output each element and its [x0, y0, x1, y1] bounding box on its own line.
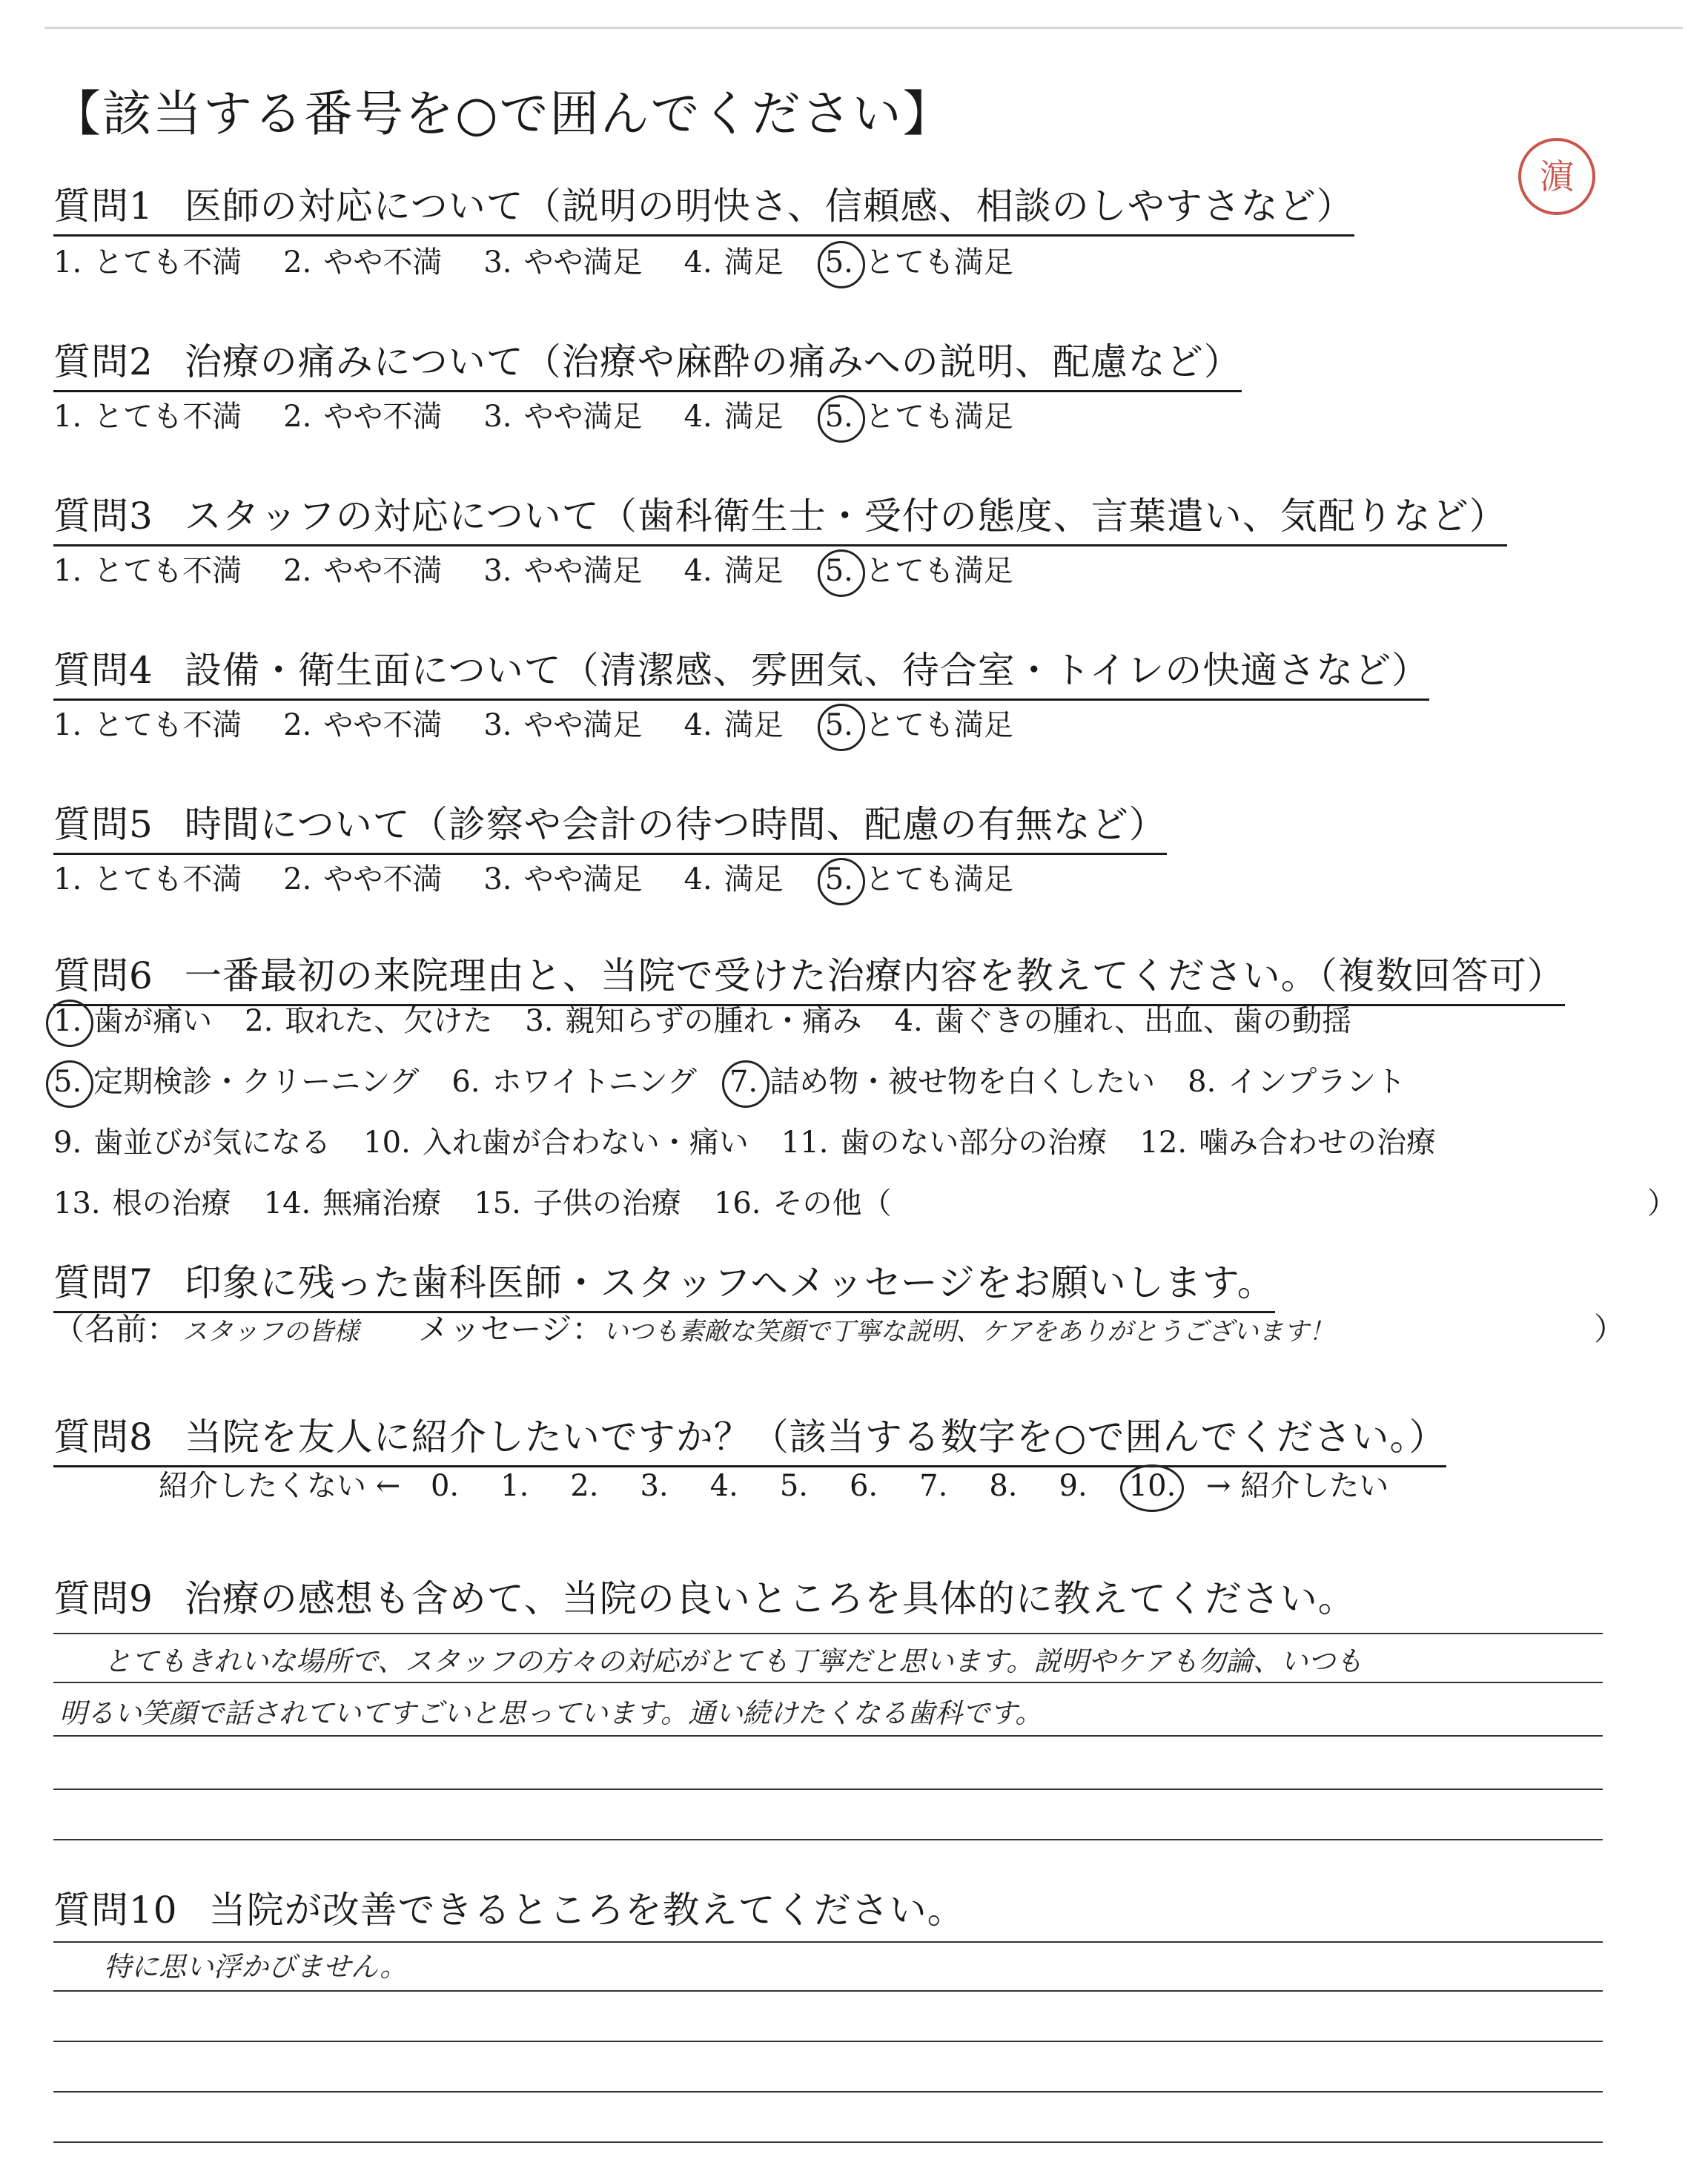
q3-option-1[interactable] — [53, 547, 242, 589]
q5-option-1[interactable] — [53, 856, 242, 898]
q5-option-1-number: 1. — [53, 862, 82, 896]
q6-option-16-number: 16. — [713, 1186, 761, 1221]
q8-right-label: → 紹介したい — [1206, 1469, 1389, 1503]
q6-option-15-number: 15. — [474, 1186, 521, 1221]
q1-option-3[interactable] — [483, 239, 642, 281]
q8-scale-2[interactable]: 2. — [570, 1469, 599, 1503]
q1-option-5-label: とても満足 — [864, 245, 1013, 280]
q10-heading: 質問10 当院が改善できるところを教えてください。 — [53, 1889, 965, 1932]
q6-row-3 — [53, 1119, 1469, 1180]
q6-option-3-number: 3. — [525, 1004, 554, 1038]
q4-option-2[interactable] — [283, 701, 442, 744]
q7-name-label: （名前： — [53, 1311, 179, 1347]
q9-answer-line-1[interactable]: とてもきれいな場所で、スタッフの方々の対応がとても丁寧だと思います。説明やケアも勿論、いつも — [104, 1645, 1363, 1677]
q4-option-3-number: 3. — [483, 708, 512, 742]
q6-option-13[interactable] — [53, 1180, 231, 1222]
q8-scale-8[interactable]: 8. — [989, 1469, 1018, 1503]
q2-heading: 質問2 治療の痛みについて（治療や麻酔の痛みへの説明、配慮など） — [53, 332, 1242, 392]
q2-option-3[interactable] — [483, 393, 642, 435]
q2-option-3-number: 3. — [483, 400, 512, 434]
q8-scale-10[interactable]: 10. — [1128, 1469, 1176, 1503]
q4-option-1-label: とても不満 — [93, 708, 242, 742]
q3-option-4-label: 満足 — [724, 554, 784, 588]
q6-option-13-number: 13. — [53, 1186, 101, 1221]
q9-rule-2 — [53, 1682, 1603, 1683]
q4-heading: 質問4 設備・衛生面について（清潔感、雰囲気、待合室・トイレの快適さなど） — [53, 641, 1429, 701]
q2-option-4-label: 満足 — [724, 400, 784, 434]
q5-option-5-label: とても満足 — [864, 862, 1013, 896]
q8-left-label: 紹介したくない ← — [159, 1469, 401, 1503]
q3-option-3-label: やや満足 — [523, 554, 643, 588]
page-title: 【該当する番号を○で囲んでください】 — [52, 85, 953, 142]
q3-option-5-number: 5. — [824, 554, 853, 588]
q6-option-14[interactable] — [264, 1180, 442, 1222]
q6-option-9[interactable] — [53, 1119, 331, 1161]
q8-scale-9[interactable]: 9. — [1059, 1469, 1088, 1503]
q2-option-4[interactable] — [684, 393, 784, 435]
q1-option-1[interactable] — [53, 239, 242, 281]
q5-option-2-number: 2. — [283, 862, 312, 896]
q6-option-3[interactable] — [525, 997, 861, 1040]
q6-option-5-number: 5. — [53, 1065, 82, 1099]
q4-option-2-label: やや不満 — [323, 708, 443, 742]
q1-option-4[interactable] — [684, 239, 784, 281]
q2-option-1[interactable] — [53, 393, 242, 435]
q8-scale-4[interactable]: 4. — [709, 1469, 738, 1503]
q5-option-3-number: 3. — [483, 862, 512, 896]
q3-option-5[interactable] — [825, 547, 1013, 589]
q2-choices[interactable] — [53, 393, 1055, 435]
q6-option-2-label: 取れた、欠けた — [285, 1004, 493, 1038]
q1-choices[interactable] — [53, 239, 1055, 281]
q4-option-3[interactable] — [483, 701, 642, 744]
q9-rule-5 — [53, 1839, 1603, 1840]
q4-option-2-number: 2. — [283, 708, 312, 742]
q6-option-3-label: 親知らずの腫れ・痛み — [565, 1004, 862, 1038]
q6-option-9-label: 歯並びが気になる — [93, 1126, 331, 1160]
q2-option-2-number: 2. — [283, 400, 312, 434]
q10-rule-2 — [53, 1990, 1603, 1992]
q6-option-2[interactable] — [245, 997, 492, 1040]
q1-option-3-number: 3. — [483, 245, 512, 280]
q8-scale-0[interactable]: 0. — [430, 1469, 460, 1503]
q6-option-16-label: その他（ — [772, 1186, 892, 1221]
q10-rule-3 — [53, 2041, 1603, 2042]
q6-option-14-number: 14. — [263, 1186, 311, 1221]
q6-option-11[interactable] — [781, 1119, 1108, 1161]
q6-option-15[interactable] — [474, 1180, 681, 1222]
q6-option-12[interactable] — [1139, 1119, 1436, 1161]
q2-option-5-label: とても満足 — [864, 400, 1013, 434]
q10-rule-1 — [53, 1941, 1603, 1943]
q5-heading: 質問5 時間について（診察や会計の待つ時間、配慮の有無など） — [53, 795, 1167, 855]
q6-option-15-label: 子供の治療 — [532, 1186, 681, 1221]
q3-option-5-label: とても満足 — [864, 554, 1013, 588]
q9-answer-line-2[interactable]: 明るい笑顔で話されていてすごいと思っています。通い続けたくなる歯科です。 — [59, 1697, 1043, 1729]
q6-option-11-label: 歯のない部分の治療 — [840, 1126, 1108, 1160]
q9-heading: 質問9 治療の感想も含めて、当院の良いところを具体的に教えてください。 — [53, 1577, 1356, 1620]
q6-row-4 — [53, 1180, 1677, 1241]
q2-option-1-label: とても不満 — [93, 400, 242, 434]
q1-option-4-label: 満足 — [724, 245, 784, 280]
q4-option-4-number: 4. — [683, 708, 712, 742]
q3-option-2-number: 2. — [283, 554, 312, 588]
q5-option-5[interactable] — [825, 856, 1013, 898]
q6-option-10[interactable] — [363, 1119, 749, 1161]
q7-name-value[interactable]: スタッフの皆様 — [182, 1317, 360, 1347]
q6-option-14-label: 無痛治療 — [322, 1186, 442, 1221]
q6-option-9-number: 9. — [53, 1126, 82, 1160]
q6-option-5[interactable] — [53, 1058, 419, 1100]
q6-option-6[interactable] — [451, 1058, 697, 1100]
q1-heading: 質問1 医師の対応について（説明の明快さ、信頼感、相談のしやすさなど） — [53, 176, 1354, 237]
q3-option-4-number: 4. — [683, 554, 712, 588]
q8-scale-7[interactable]: 7. — [919, 1469, 948, 1503]
q6-option-7[interactable] — [729, 1058, 1155, 1100]
q7-message-row — [53, 1305, 1625, 1350]
q2-option-3-label: やや満足 — [523, 400, 643, 434]
q8-scale-3[interactable]: 3. — [640, 1469, 669, 1503]
q5-option-2[interactable] — [283, 856, 442, 898]
q6-option-5-label: 定期検診・クリーニング — [93, 1065, 420, 1099]
q4-option-4[interactable] — [684, 701, 784, 744]
q6-option-10-number: 10. — [363, 1126, 411, 1160]
q7-message-value[interactable]: いつも素敵な笑顔で丁寧な説明、ケアをありがとうございます！ — [603, 1317, 1334, 1347]
q6-option-7-label: 詰め物・被せ物を白くしたい — [769, 1065, 1156, 1099]
q2-option-5[interactable] — [825, 393, 1013, 435]
q2-option-1-number: 1. — [53, 400, 82, 434]
q2-option-4-number: 4. — [683, 400, 712, 434]
q5-option-2-label: やや不満 — [323, 862, 443, 896]
q6-option-8-number: 8. — [1188, 1065, 1217, 1099]
q6-option-1[interactable] — [53, 997, 212, 1040]
q1-option-2[interactable] — [283, 239, 442, 281]
q3-option-1-number: 1. — [53, 554, 82, 588]
q4-choices[interactable] — [53, 701, 1055, 744]
q4-option-5[interactable] — [825, 701, 1013, 744]
hanko-stamp: 濵 — [1518, 138, 1595, 215]
q10-rule-5 — [53, 2141, 1603, 2143]
q4-option-3-label: やや満足 — [523, 708, 643, 742]
q1-option-3-label: やや満足 — [523, 245, 643, 280]
q3-option-4[interactable] — [684, 547, 784, 589]
q6-option-4-number: 4. — [894, 1004, 923, 1038]
q1-option-2-label: やや不満 — [323, 245, 443, 280]
q3-option-2[interactable] — [283, 547, 442, 589]
q1-option-1-label: とても不満 — [93, 245, 242, 280]
q6-option-13-label: 根の治療 — [112, 1186, 231, 1221]
q3-option-3-number: 3. — [483, 554, 512, 588]
q4-option-5-label: とても満足 — [864, 708, 1013, 742]
q6-option-1-label: 歯が痛い — [93, 1004, 213, 1038]
q7-close: ） — [1593, 1311, 1625, 1347]
q6-option-4-label: 歯ぐきの腫れ、出血、歯の動揺 — [934, 1004, 1352, 1038]
q9-rule-3 — [53, 1735, 1603, 1737]
q1-option-5[interactable] — [825, 239, 1013, 281]
q8-scale-1[interactable]: 1. — [500, 1469, 529, 1503]
q9-rule-1 — [53, 1633, 1603, 1634]
q6-row-1 — [53, 997, 1469, 1058]
q6-option-7-number: 7. — [729, 1065, 758, 1099]
q6-row-2 — [53, 1058, 1469, 1119]
q6-option-4[interactable] — [895, 997, 1352, 1040]
q3-option-1-label: とても不満 — [93, 554, 242, 588]
q6-option-8-label: インプラント — [1228, 1065, 1406, 1099]
q6-other-close: ） — [1647, 1186, 1677, 1221]
q7-heading: 質問7 印象に残った歯科医師・スタッフへメッセージをお願いします。 — [53, 1253, 1275, 1313]
q1-option-4-number: 4. — [683, 245, 712, 280]
q6-options[interactable] — [53, 997, 1677, 1241]
q2-option-2[interactable] — [283, 393, 442, 435]
q9-rule-4 — [53, 1789, 1603, 1790]
q6-option-12-number: 12. — [1139, 1126, 1188, 1160]
q6-heading: 質問6 一番最初の来院理由と、当院で受けた治療内容を教えてください。（複数回答可） — [53, 946, 1565, 1006]
q5-choices[interactable] — [53, 856, 1055, 898]
q5-option-4-label: 満足 — [724, 862, 784, 896]
q5-option-3[interactable] — [483, 856, 642, 898]
q6-option-16[interactable] — [714, 1180, 892, 1222]
top-rule — [44, 27, 1683, 29]
q3-option-3[interactable] — [483, 547, 642, 589]
q7-message-label: メッセージ： — [418, 1311, 603, 1347]
q4-option-1-number: 1. — [53, 708, 82, 742]
q5-option-4-number: 4. — [683, 862, 712, 896]
q10-rule-4 — [53, 2091, 1603, 2093]
q6-option-12-label: 噛み合わせの治療 — [1199, 1126, 1437, 1160]
q2-option-5-number: 5. — [824, 400, 853, 434]
q1-option-5-number: 5. — [824, 245, 853, 280]
q2-option-2-label: やや不満 — [323, 400, 443, 434]
q6-option-6-label: ホワイトニング — [491, 1065, 697, 1099]
q8-heading: 質問8 当院を友人に紹介したいですか？（該当する数字を○で囲んでください。） — [53, 1407, 1446, 1467]
q3-option-2-label: やや不満 — [323, 554, 443, 588]
q5-option-3-label: やや満足 — [523, 862, 643, 896]
q8-scale-6[interactable]: 6. — [849, 1469, 878, 1503]
q6-option-11-number: 11. — [781, 1126, 829, 1160]
q3-choices[interactable] — [53, 547, 1055, 589]
q6-option-1-number: 1. — [53, 1004, 82, 1038]
q6-option-8[interactable] — [1188, 1058, 1406, 1100]
q6-option-2-number: 2. — [245, 1004, 274, 1038]
q3-heading: 質問3 スタッフの対応について（歯科衛生士・受付の態度、言葉遣い、気配りなど） — [53, 486, 1507, 546]
q5-option-1-label: とても不満 — [93, 862, 242, 896]
q6-option-10-label: 入れ歯が合わない・痛い — [422, 1126, 749, 1160]
q4-option-5-number: 5. — [824, 708, 853, 742]
q6-option-6-number: 6. — [451, 1065, 480, 1099]
q4-option-4-label: 満足 — [724, 708, 784, 742]
q5-option-4[interactable] — [684, 856, 784, 898]
q8-scale[interactable] — [159, 1462, 1388, 1505]
q1-option-1-number: 1. — [53, 245, 82, 280]
q5-option-5-number: 5. — [824, 862, 853, 896]
q8-scale-5[interactable]: 5. — [779, 1469, 808, 1503]
q10-answer-line-1[interactable]: 特に思い浮かびません。 — [104, 1951, 408, 1983]
q1-option-2-number: 2. — [283, 245, 312, 280]
q4-option-1[interactable] — [53, 701, 242, 744]
